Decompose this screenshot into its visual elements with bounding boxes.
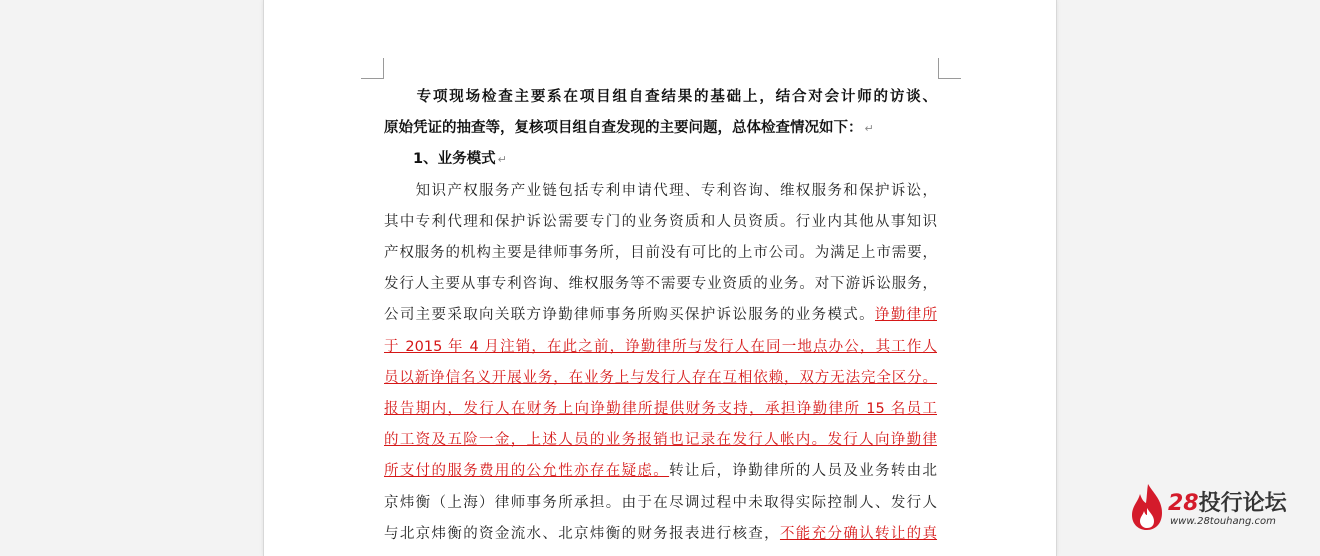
highlighted-text-line: 报告期内，发行人在财务上向诤勤律所提供财务支持，承担诤勤律所 15 名员工 bbox=[384, 401, 937, 417]
text-line: 发行人主要从事专利咨询、维权服务等不需要专业资质的业务。对下游诉讼服务， bbox=[384, 276, 937, 292]
text-line: 其中专利代理和保护诉讼需要专门的业务资质和人员资质。行业内其他从事知识 bbox=[384, 214, 937, 230]
text-line: 京炜衡（上海）律师事务所承担。由于在尽调过程中未取得实际控制人、发行人 bbox=[384, 495, 937, 511]
highlighted-text-line: 员以新诤信名义开展业务，在业务上与发行人存在互相依赖，双方无法完全区分。 bbox=[384, 370, 937, 386]
flame-icon bbox=[1128, 482, 1166, 532]
section-heading: 1、业务模式 ↵ bbox=[384, 151, 507, 167]
paragraph-mark: ↵ bbox=[497, 153, 507, 166]
margin-corner-top-left bbox=[361, 58, 384, 79]
text-line: 与北京炜衡的资金流水、北京炜衡的财务报表进行核查，不能充分确认转让的真 bbox=[384, 526, 938, 542]
highlighted-text: 所支付的服务费用的公允性亦存在疑虑。 bbox=[384, 463, 670, 479]
text-line: 产权服务的机构主要是律师事务所，目前没有可比的上市公司。为满足上市需要， bbox=[384, 245, 937, 261]
highlighted-text: 诤勤律所 bbox=[874, 307, 937, 323]
text-line: 专项现场检查主要系在项目组自查结果的基础上，结合对会计师的访谈、 bbox=[384, 89, 937, 105]
text-line: 知识产权服务产业链包括专利申请代理、专利咨询、维权服务和保护诉讼， bbox=[384, 183, 937, 199]
highlighted-text-line: 于 2015 年 4 月注销，在此之前，诤勤律所与发行人在同一地点办公，其工作人 bbox=[384, 339, 937, 355]
logo-title: 28投行论坛 bbox=[1168, 491, 1287, 516]
text-line: 公司主要采取向关联方诤勤律师事务所购买保护诉讼服务的业务模式。诤勤律所 bbox=[384, 307, 937, 323]
text-line: 所支付的服务费用的公允性亦存在疑虑。转让后，诤勤律所的人员及业务转由北 bbox=[384, 463, 938, 479]
logo-url: www.28touhang.com bbox=[1170, 516, 1276, 527]
watermark-logo bbox=[1124, 480, 1304, 536]
text-line: 原始凭证的抽查等，复核项目组自查发现的主要问题，总体检查情况如下： ↵ bbox=[384, 120, 874, 136]
highlighted-text-line: 的工资及五险一金，上述人员的业务报销也记录在发行人帐内。发行人向诤勤律 bbox=[384, 432, 937, 448]
margin-corner-top-right bbox=[938, 58, 961, 79]
document-page[interactable] bbox=[263, 0, 1057, 556]
highlighted-text: 不能充分确认转让的真 bbox=[779, 526, 938, 542]
paragraph-mark: ↵ bbox=[864, 122, 874, 135]
